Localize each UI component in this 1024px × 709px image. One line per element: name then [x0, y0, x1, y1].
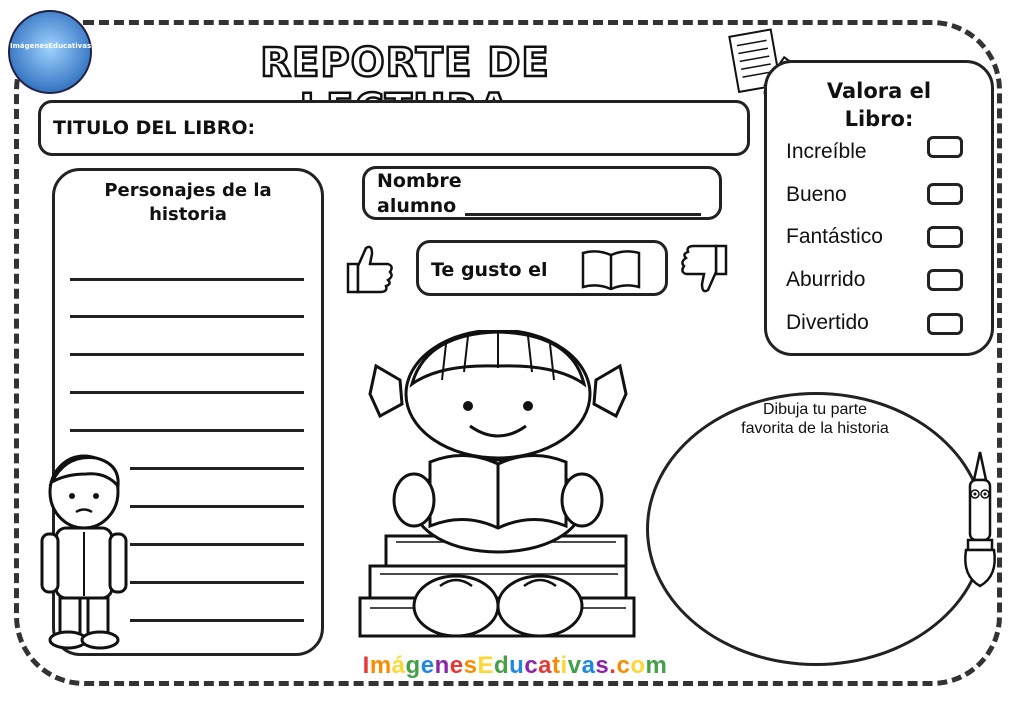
rating-option-label: Increíble: [786, 140, 867, 163]
rating-checkbox[interactable]: [927, 226, 963, 248]
drawing-instructions: [700, 400, 930, 438]
page-title-text: REPORTE DE: [260, 40, 550, 86]
rating-title: [767, 77, 991, 133]
character-line[interactable]: [130, 619, 304, 622]
character-line[interactable]: [130, 543, 304, 546]
thumbs-down-icon: [678, 242, 736, 298]
student-name-underline[interactable]: [465, 213, 701, 216]
liked-book-box: [416, 240, 668, 296]
boy-illustration: [36, 452, 132, 652]
rating-title-line2: Libro:: [844, 107, 914, 131]
student-name-line1: Nombre: [377, 170, 462, 192]
book-title-box[interactable]: [38, 100, 750, 156]
logo-text: ImágenesEducativas.com: [10, 42, 111, 50]
rating-checkbox[interactable]: [927, 269, 963, 291]
rating-checkbox[interactable]: [927, 313, 963, 335]
character-line[interactable]: [70, 278, 304, 281]
student-name-label: [377, 169, 462, 219]
rating-option-label: Divertido: [786, 311, 869, 334]
rating-option-label: Aburrido: [786, 268, 866, 291]
rating-title-line1: Valora el: [826, 79, 932, 103]
footer-site-text: ImágenesEducativas.com: [362, 652, 668, 679]
characters-title-line1: Personajes de la: [104, 180, 272, 201]
characters-title: [55, 179, 321, 227]
character-line[interactable]: [130, 581, 304, 584]
character-line[interactable]: [130, 467, 304, 470]
girl-reading-illustration: [356, 330, 640, 644]
rating-option-label: Fantástico: [786, 225, 883, 248]
student-name-line2: alumno: [377, 195, 457, 217]
site-logo: [8, 10, 111, 94]
drawing-instructions-line1: Dibuja tu parte: [762, 401, 868, 418]
book-title-label: TITULO DEL LIBRO:: [53, 117, 256, 139]
rating-checkbox[interactable]: [927, 183, 963, 205]
rating-checkbox[interactable]: [927, 136, 963, 158]
character-line[interactable]: [70, 391, 304, 394]
character-line[interactable]: [70, 353, 304, 356]
footer-site[interactable]: [360, 652, 670, 680]
character-line[interactable]: [70, 429, 304, 432]
open-book-icon: [579, 247, 643, 291]
student-name-box[interactable]: [362, 166, 722, 220]
paintbrush-icon: [956, 450, 1004, 590]
rating-option-label: Bueno: [786, 183, 847, 206]
drawing-instructions-line2: favorita de la historia: [741, 420, 889, 437]
character-line[interactable]: [130, 505, 304, 508]
character-line[interactable]: [70, 315, 304, 318]
thumbs-up-icon: [338, 240, 396, 296]
characters-title-line2: historia: [149, 204, 227, 225]
liked-book-label: Te gusto el: [431, 259, 548, 281]
